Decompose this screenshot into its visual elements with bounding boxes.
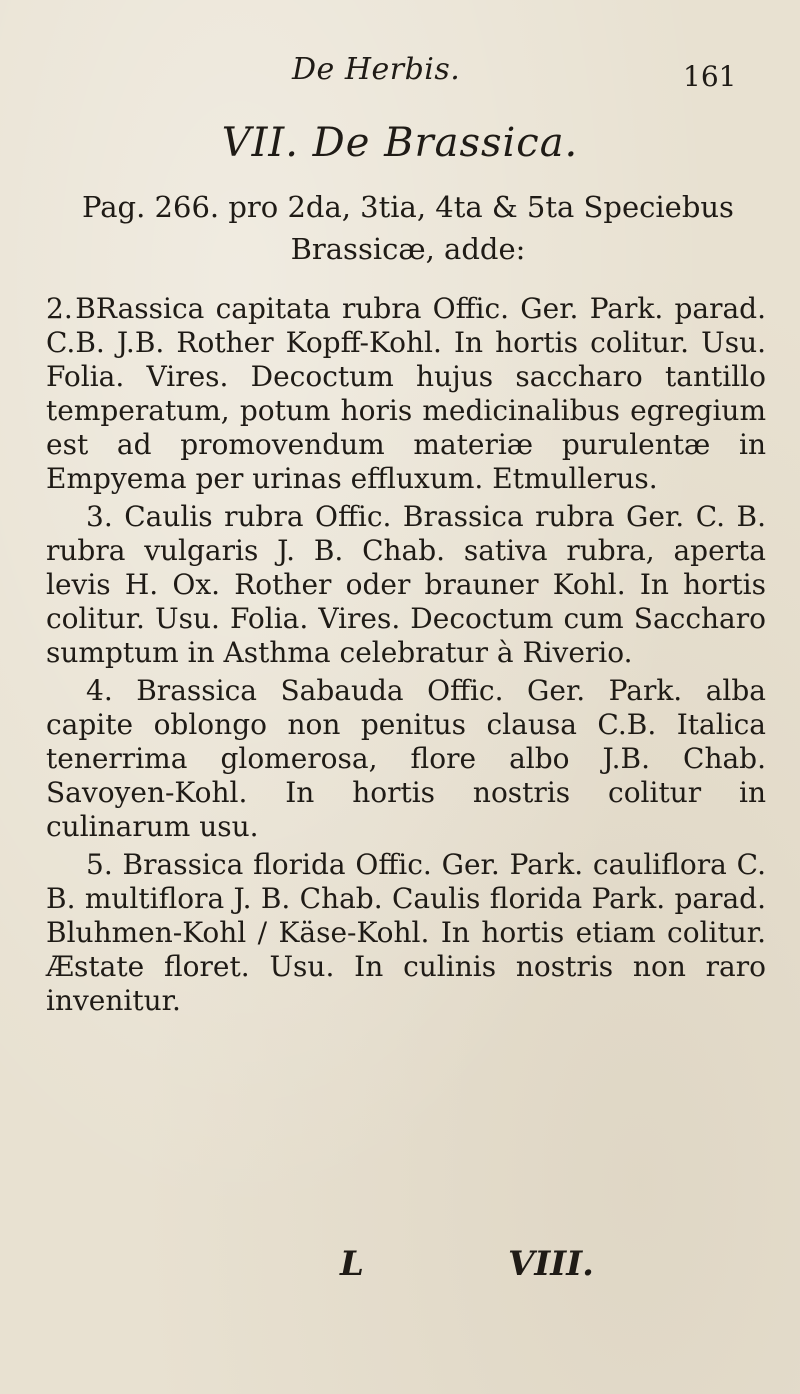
entry-3: [46, 500, 766, 670]
intro-paragraph: [58, 186, 758, 270]
page-header: [0, 52, 800, 92]
catchword: VIII.: [508, 1244, 594, 1284]
entry-text: Caulis rubra Offic. Brassica rubra Ger. C. B. rubra vulgaris J. B. Chab. sativa rubra, aperta levis H. Ox. Rother oder brauner Kohl. In hortis colitur. Usu. Folia. Vires. Decoctum cum Saccharo sumptum in Asthma celebratur à Riverio.: [46, 500, 766, 669]
entry-2: [46, 292, 766, 496]
page-number: 161: [683, 60, 737, 93]
intro-line-2: Brassicæ, adde:: [290, 232, 526, 266]
entry-5: [46, 848, 766, 1018]
entries-body: [46, 292, 766, 1022]
entry-text: Brassica Sabauda Offic. Ger. Park. alba capite oblongo non penitus clausa C.B. Italica tenerrima glomerosa, flore albo J.B. Chab. Savoyen-Kohl. In hortis nostris colitur in culinarum usu.: [46, 674, 766, 843]
entry-number: 4.: [86, 674, 113, 707]
signature-mark: L: [340, 1244, 364, 1284]
intro-line-1: Pag. 266. pro 2da, 3tia, 4ta & 5ta Speciebus: [82, 190, 734, 224]
entry-text: Brassica florida Offic. Ger. Park. cauliflora C. B. multiflora J. B. Chab. Caulis florida Park. parad. Bluhmen-Kohl / Käse-Kohl. In hortis etiam colitur. Æstate floret. Usu. In culinis nostris non raro invenitur.: [46, 848, 766, 1017]
entry-number: 3.: [86, 500, 113, 533]
running-title: De Herbis.: [292, 52, 461, 87]
entry-text: BRassica capitata rubra Offic. Ger. Park. parad. C.B. J.B. Rother Kopff-Kohl. In hortis colitur. Usu. Folia. Vires. Decoctum hujus saccharo tantillo temperatum, potum horis medicinalibus egregium est ad promovendum materiæ purulentæ in Empyema per urinas effluxum. Etmullerus.: [46, 292, 767, 495]
section-title: VII. De Brassica.: [221, 120, 579, 166]
entry-number: 2.: [46, 292, 73, 325]
entry-4: [46, 674, 766, 844]
entry-number: 5.: [86, 848, 113, 881]
page-footer: [0, 1244, 800, 1304]
